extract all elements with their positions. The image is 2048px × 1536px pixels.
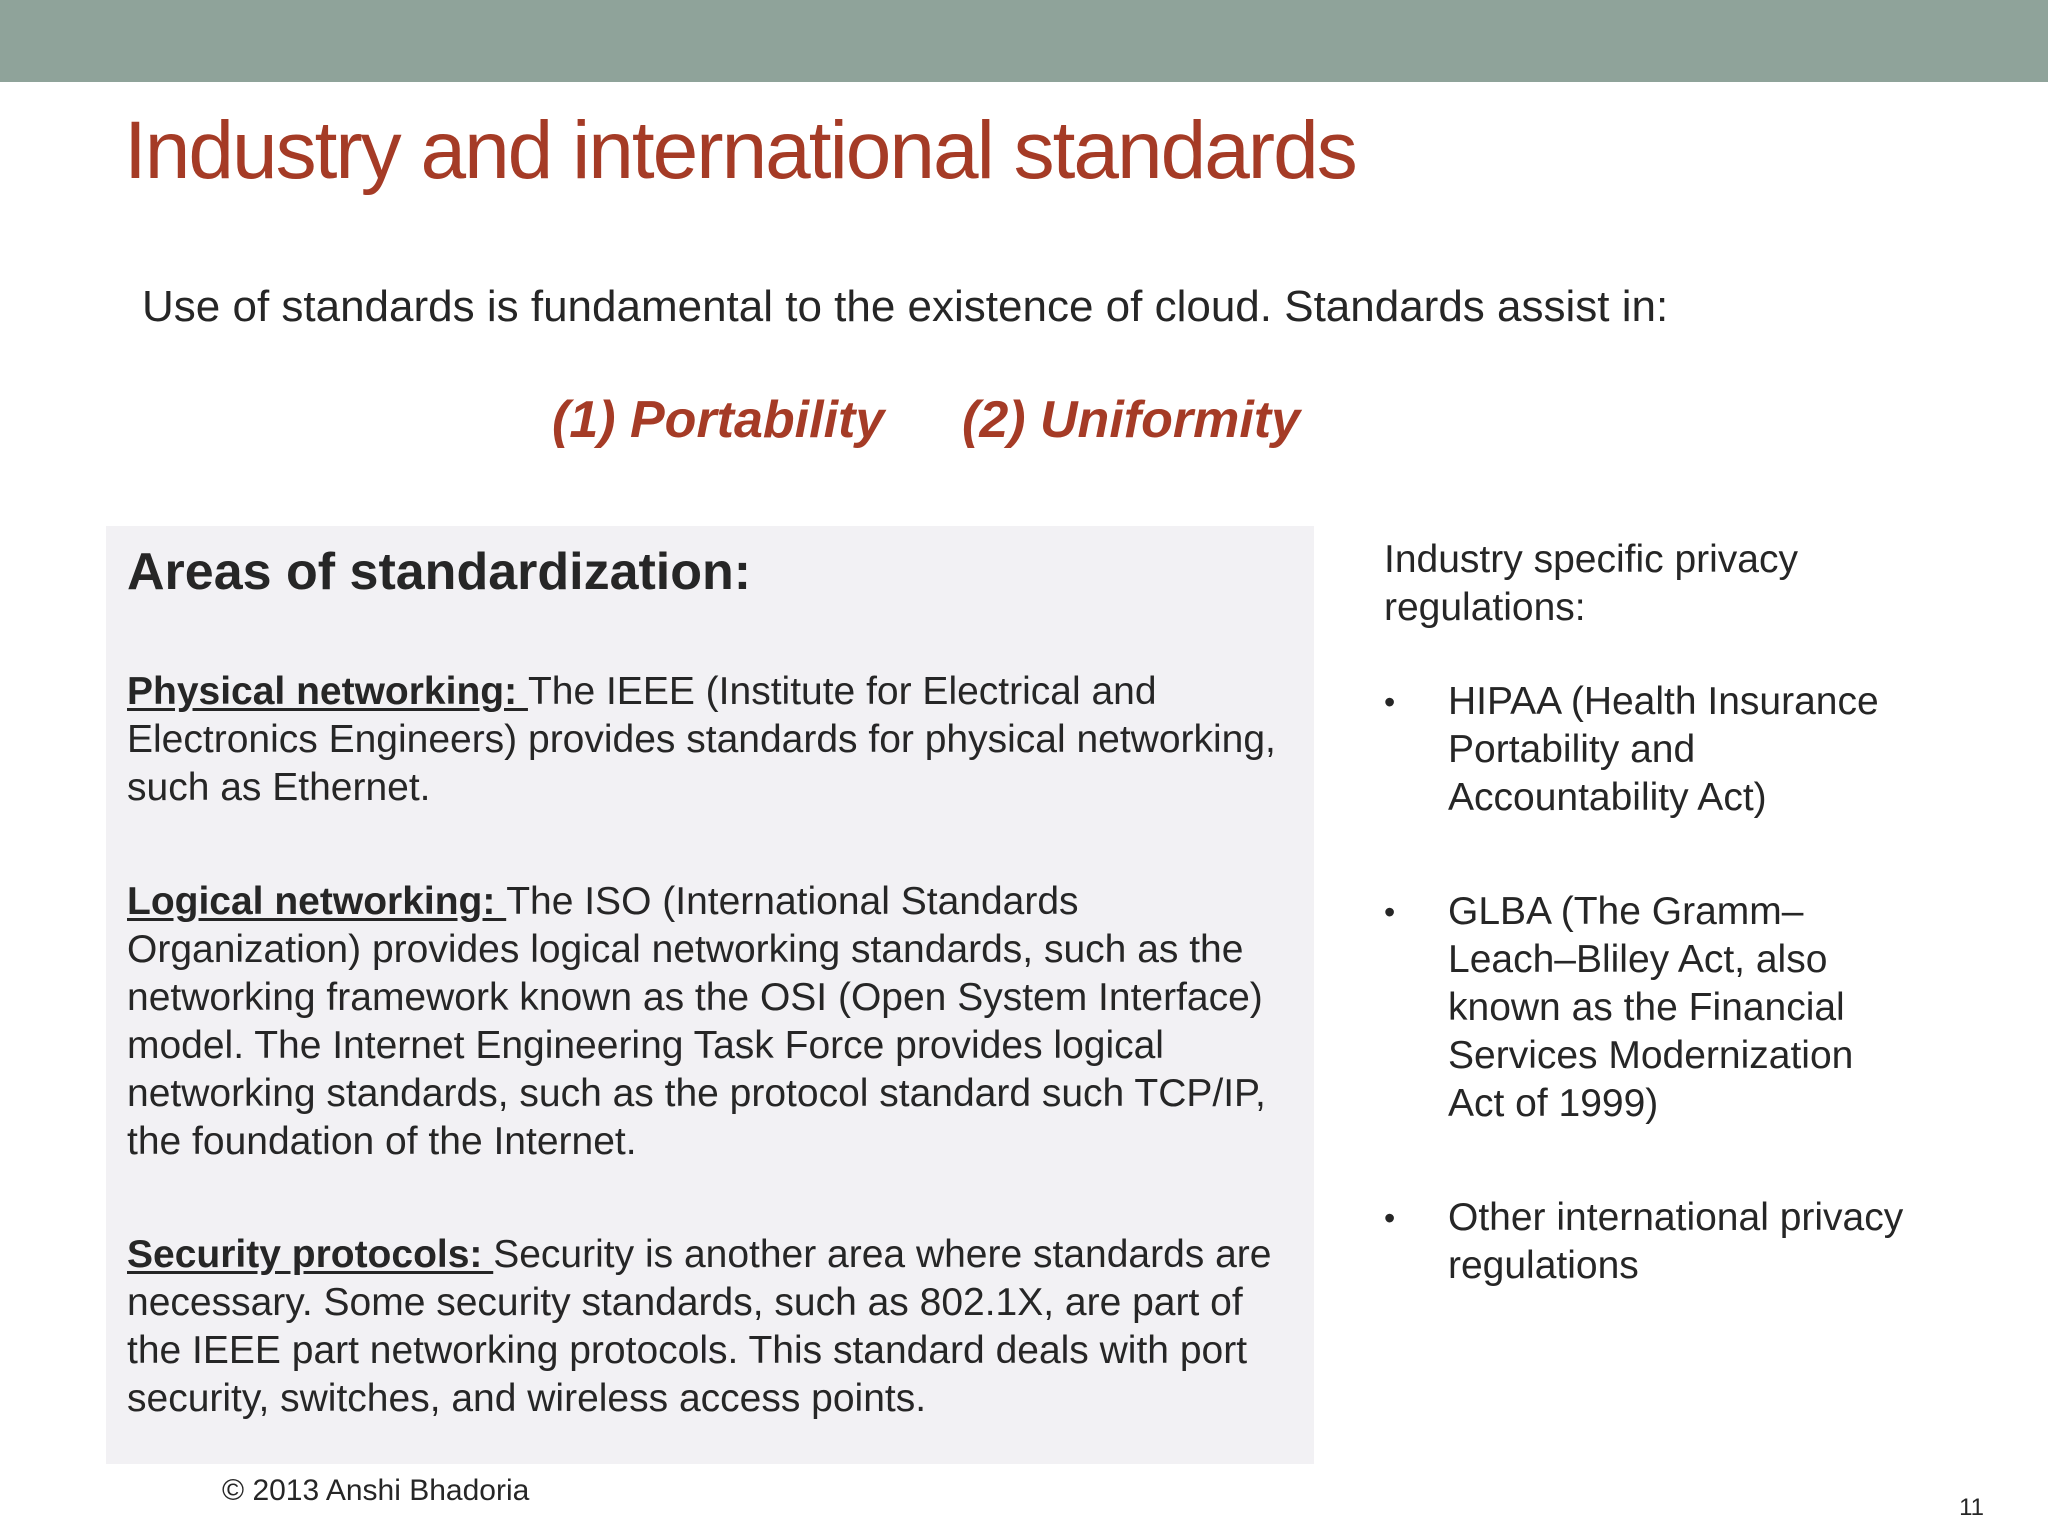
bullet-icon: • — [1384, 684, 1396, 720]
areas-heading: Areas of standardization: — [127, 543, 752, 601]
slide-number: 11 — [1959, 1494, 1984, 1521]
area-physical-networking — [127, 668, 1307, 812]
privacy-list — [1384, 678, 1984, 1356]
area-logical-networking — [127, 878, 1307, 1166]
privacy-heading: Industry specific privacy regulations: — [1384, 538, 1798, 629]
privacy-item-text: Other international privacy regulations — [1448, 1196, 1904, 1287]
area-description: The ISO (International Standards Organization) provides logical networking standards, such as the networking framework known as the OSI (Open System Interface) model. The Internet Engineering Task Force provides logical networking standards, such as the protocol standard such TCP/IP, the foundation of the Internet. — [127, 880, 1266, 1163]
header-bar — [0, 0, 2048, 82]
highlight-portability: (1) Portability — [552, 391, 885, 449]
areas-of-standardization-box — [106, 526, 1314, 1464]
area-term: Physical networking: — [127, 670, 528, 713]
area-term: Security protocols: — [127, 1233, 494, 1276]
copyright-text: © 2013 Anshi Bhadoria — [222, 1474, 530, 1507]
highlight-uniformity: (2) Uniformity — [962, 391, 1300, 449]
area-description: The IEEE (Institute for Electrical and Electronics Engineers) provides standards for physical networking, such as Ethernet. — [127, 670, 1276, 809]
slide-title: Industry and international standards — [124, 105, 1356, 196]
area-term: Logical networking: — [127, 880, 507, 923]
intro-text: Use of standards is fundamental to the existence of cloud. Standards assist in: — [142, 282, 1669, 331]
list-item — [1384, 678, 1984, 822]
privacy-item-text: GLBA (The Gramm–Leach–Bliley Act, also known as the Financial Services Modernization Act of 1999) — [1448, 890, 1854, 1125]
bullet-icon: • — [1384, 1200, 1396, 1236]
area-security-protocols — [127, 1231, 1307, 1423]
list-item — [1384, 1194, 1984, 1290]
privacy-item-text: HIPAA (Health Insurance Portability and Accountability Act) — [1448, 680, 1879, 819]
list-item — [1384, 888, 1984, 1128]
bullet-icon: • — [1384, 894, 1396, 930]
area-description: Security is another area where standards are necessary. Some security standards, such as 802.1X, are part of the IEEE part networking protocols. This standard deals with port security, switches, and wireless access points. — [127, 1233, 1272, 1420]
